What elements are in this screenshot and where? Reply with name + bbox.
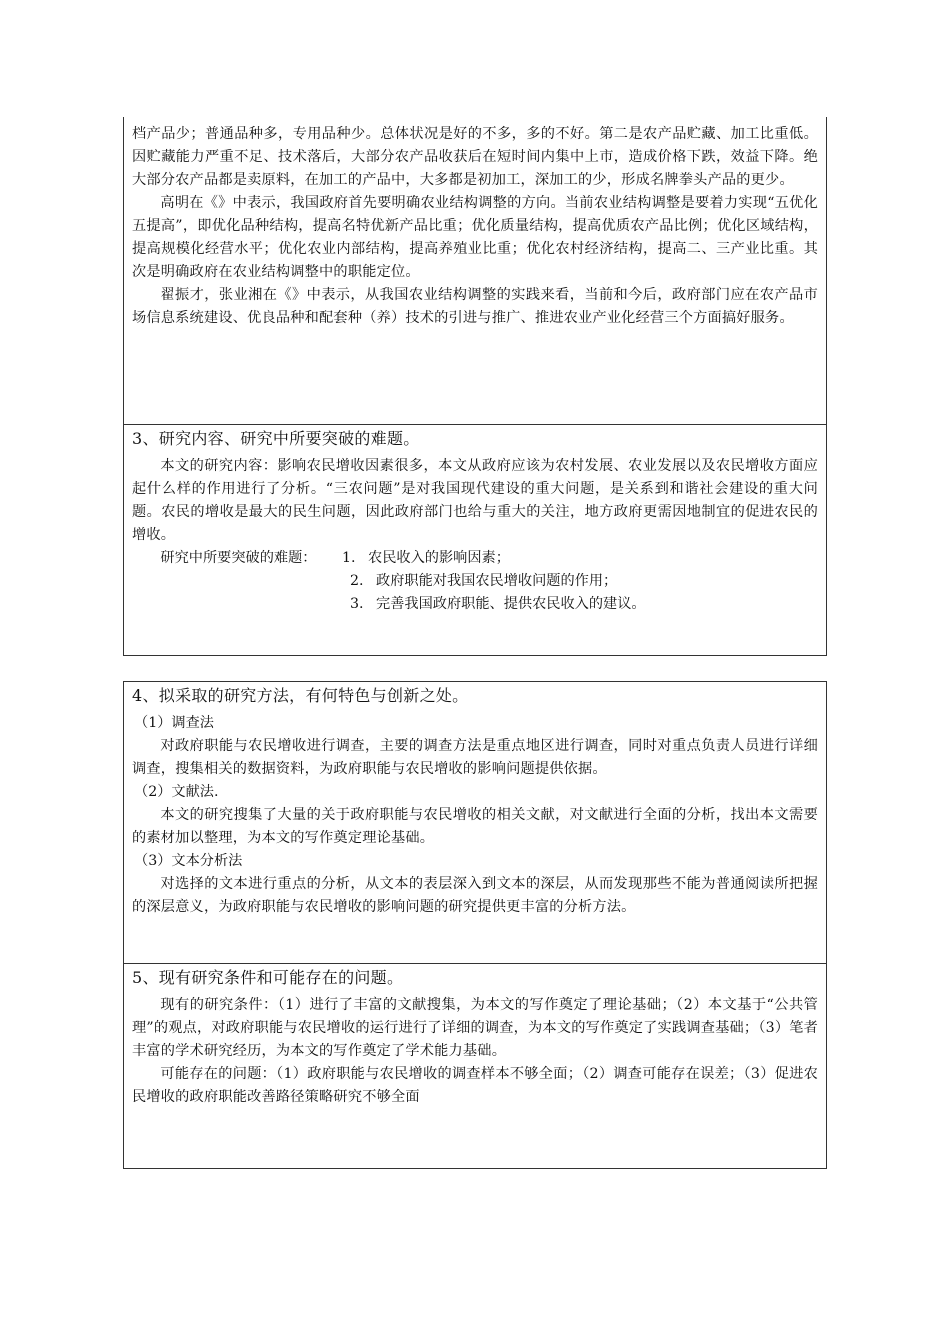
method-3-text: 对选择的文本进行重点的分析，从文本的表层深入到文本的深层，从而发现那些不能为普通阅读所把握的深层意义，为政府职能与农民增收的影响问题的研究提供更丰富的分析方法。	[132, 876, 818, 915]
difficulty-text: 农民收入的影响因素；	[368, 550, 510, 566]
method-1-title: （1）调查法	[134, 715, 214, 731]
paragraph-zhai-zhencai: 翟振才，张业湘在《》中表示，从我国农业结构调整的实践来看，当前和今后，政府部门应在农产品市场信息系统建设、优良品种和配套种（养）技术的引进与推广、推进农业产业化经营三个方面搞好服务。	[132, 287, 818, 326]
problems-paragraph: 可能存在的问题：（1）政府职能与农民增收的调查样本不够全面；（2）调查可能存在误差；（3）促进农民增收的政府职能改善路径策略研究不够全面	[132, 1066, 818, 1105]
section-2-continued-cell	[123, 117, 827, 425]
section-5-heading: 5、现有研究条件和可能存在的问题。	[132, 968, 404, 987]
research-content-paragraph: 本文的研究内容：影响农民增收因素很多，本文从政府应该为农村发展、农业发展以及农民增收方面应起什么样的作用进行了分析。“三农问题”是对我国现代建设的重大问题，是关系到和谐社会建设的重大问题。农民的增收是最大的民生问题，因此政府部门也给与重大的关注，地方政府更需因地制宜的促进农民的增收。	[132, 458, 818, 543]
method-2-text: 本文的研究搜集了大量的关于政府职能与农民增收的相关文献，对文献进行全面的分析，找出本文需要的素材加以整理，为本文的写作奠定理论基础。	[132, 807, 818, 846]
difficulty-item	[132, 593, 818, 616]
difficulties-label: 研究中所要突破的难题：	[160, 550, 317, 566]
paragraph-gao-ming: 高明在《》中表示，我国政府首先要明确农业结构调整的方向。当前农业结构调整是要着力实现“五优化五提高”，即优化品种结构，提高名特优新产品比重；优化质量结构，提高优质农产品比例；优化区域结构，提高规模化经营水平；优化农业内部结构，提高养殖业比重；优化农村经济结构，提高二、三产业比重。其次是明确政府在农业结构调整中的职能定位。	[132, 195, 818, 280]
method-1-text: 对政府职能与农民增收进行调查，主要的调查方法是重点地区进行调查，同时对重点负责人员进行详细调查，搜集相关的数据资料，为政府职能与农民增收的影响问题提供依据。	[132, 738, 818, 777]
difficulty-number: 2.	[350, 573, 364, 589]
difficulty-number: 3.	[350, 596, 364, 612]
difficulty-text: 政府职能对我国农民增收问题的作用；	[376, 573, 618, 589]
section-5-cell	[123, 963, 827, 1169]
method-3-title: （3）文本分析法	[134, 853, 243, 869]
difficulty-text: 完善我国政府职能、提供农民收入的建议。	[376, 596, 646, 612]
difficulties-list	[132, 547, 818, 570]
difficulty-number: 1.	[342, 550, 356, 566]
paragraph-agri-products: 档产品少；普通品种多，专用品种少。总体状况是好的不多，多的不好。第二是农产品贮藏、加工比重低。因贮藏能力严重不足、技术落后，大部分农产品收获后在短时间内集中上市，造成价格下跌，效益下降。绝大部分农产品都是卖原料，在加工的产品中，大多都是初加工，深加工的少，形成名牌拳头产品的更少。	[132, 126, 818, 188]
section-3-heading: 3、研究内容、研究中所要突破的难题。	[132, 429, 420, 448]
section-3-cell	[123, 424, 827, 656]
difficulty-item	[132, 570, 818, 593]
section-4-heading: 4、拟采取的研究方法，有何特色与创新之处。	[132, 686, 469, 705]
method-2-title: （2）文献法.	[134, 784, 219, 800]
difficulty-item	[342, 547, 818, 570]
section-4-cell	[123, 681, 827, 964]
conditions-paragraph: 现有的研究条件：（1）进行了丰富的文献搜集，为本文的写作奠定了理论基础；（2）本文基于“公共管理”的观点，对政府职能与农民增收的运行进行了详细的调查，为本文的写作奠定了实践调查基础；（3）笔者丰富的学术研究经历，为本文的写作奠定了学术能力基础。	[132, 997, 818, 1059]
